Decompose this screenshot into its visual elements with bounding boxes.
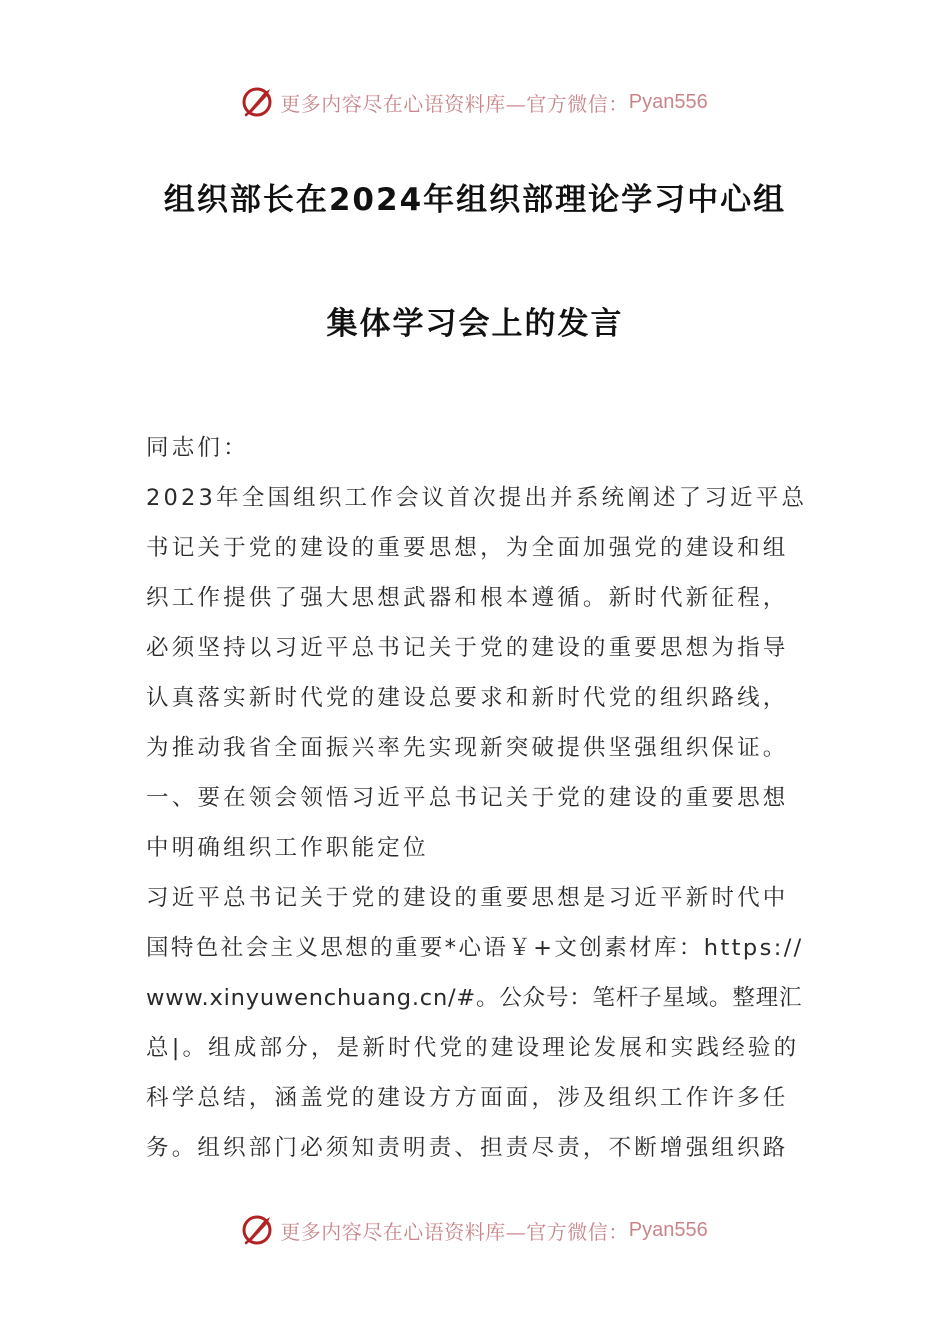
paragraph-line: 必须坚持以习近平总书记关于党的建设的重要思想为指导 xyxy=(146,635,789,661)
footer-watermark-banner xyxy=(0,1210,950,1250)
watermark-wechat-id: Pyan556 xyxy=(628,90,708,113)
paragraph-line: 国特色社会主义思想的重要*心语￥+文创素材库：https:// xyxy=(146,935,804,961)
watermark-text: 更多内容尽在心语资料库—官方微信： xyxy=(280,91,629,116)
paragraph-line: 书记关于党的建设的重要思想，为全面加强党的建设和组 xyxy=(146,535,789,561)
document-title-line-2: 集体学习会上的发言 xyxy=(326,306,624,342)
quill-logo-icon xyxy=(242,85,276,119)
paragraph-line: 为推动我省全面振兴率先实现新突破提供坚强组织保证。 xyxy=(146,735,789,761)
paragraph-line: 2023年全国组织工作会议首次提出并系统阐述了习近平总 xyxy=(146,485,808,511)
quill-logo-icon xyxy=(242,1213,276,1247)
paragraph-line: 织工作提供了强大思想武器和根本遵循。新时代新征程， xyxy=(146,585,789,611)
paragraph-line: www.xinyuwenchuang.cn/#。公众号：笔杆子星域。整理汇 xyxy=(146,985,803,1011)
paragraph-line: 习近平总书记关于党的建设的重要思想是习近平新时代中 xyxy=(146,885,789,911)
section-heading-line: 中明确组织工作职能定位 xyxy=(146,835,429,861)
document-body xyxy=(146,423,810,1173)
document-title-line-1: 组织部长在2024年组织部理论学习中心组 xyxy=(163,182,787,218)
paragraph-line: 务。组织部门必须知责明责、担责尽责，不断增强组织路 xyxy=(146,1135,789,1161)
watermark-text: 更多内容尽在心语资料库—官方微信： xyxy=(280,1219,629,1244)
header-watermark-banner xyxy=(0,82,950,122)
paragraph-line: 总|。组成部分，是新时代党的建设理论发展和实践经验的 xyxy=(146,1035,800,1061)
paragraph-line: 认真落实新时代党的建设总要求和新时代党的组织路线， xyxy=(146,685,789,711)
watermark-wechat-id: Pyan556 xyxy=(628,1218,708,1241)
section-heading-line: 一、要在领会领悟习近平总书记关于党的建设的重要思想 xyxy=(146,785,789,811)
paragraph-line: 科学总结，涵盖党的建设方方面面，涉及组织工作许多任 xyxy=(146,1085,789,1111)
salutation: 同志们： xyxy=(146,435,249,461)
